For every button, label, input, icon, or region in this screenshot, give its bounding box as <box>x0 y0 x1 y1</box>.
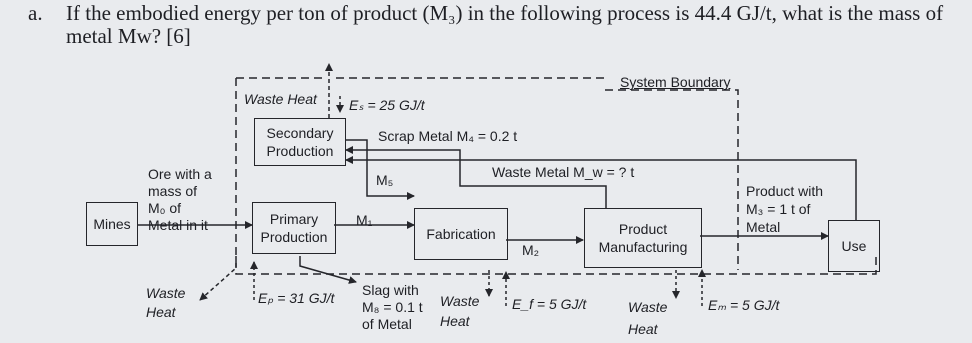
product-with-line-1: Product with <box>746 183 824 199</box>
slag-line-1: Slag with <box>362 282 419 298</box>
waste-metal-label: Waste Metal M_w = ? t <box>492 164 635 180</box>
waste-heat-fab-line-1: Waste <box>440 293 480 309</box>
primary-production-label: Primary Production <box>260 211 328 245</box>
waste-heat-fab-line-2: Heat <box>440 313 470 329</box>
ore-line-1: Ore with a <box>148 166 212 182</box>
waste-heat-left-line-1: Waste <box>146 285 186 301</box>
waste-heat-fab-label <box>440 291 479 331</box>
ore-label <box>148 166 212 234</box>
waste-heat-top-label: Waste Heat <box>244 91 317 107</box>
waste-heat-left-line-2: Heat <box>146 304 176 320</box>
product-manufacturing-box <box>584 208 702 268</box>
product-with-label <box>746 182 823 236</box>
fabrication-label: Fabrication <box>426 226 496 242</box>
use-box <box>828 220 880 272</box>
mines-label: Mines <box>93 216 131 232</box>
product-with-line-2: M₃ = 1 t of <box>746 201 811 217</box>
ep-label: Eₚ = 31 GJ/t <box>258 290 335 306</box>
question-text: If the embodied energy per ton of product (M₃) in the following process is 44.4 GJ/t, what is the mass of metal Mw? [6] <box>66 1 944 48</box>
slag-line-3: of Metal <box>362 316 412 332</box>
m5-label: M₅ <box>376 172 394 188</box>
ore-line-3: M₀ of <box>148 200 182 216</box>
slag-line-2: M₈ = 0.1 t <box>362 299 423 315</box>
slag-label <box>362 282 423 333</box>
primary-production-box <box>252 202 336 254</box>
mines-box <box>86 202 138 246</box>
waste-heat-mfg-line-1: Waste <box>628 299 668 315</box>
scrap-metal-label: Scrap Metal M₄ = 0.2 t <box>378 128 518 144</box>
m1-label: M₁ <box>356 212 373 228</box>
product-manufacturing-label: Product Manufacturing <box>598 221 688 255</box>
es-label: Eₛ = 25 GJ/t <box>349 97 425 113</box>
secondary-production-label: Secondary Production <box>266 125 334 159</box>
use-label: Use <box>841 238 867 254</box>
ore-line-2: mass of <box>148 183 198 199</box>
m2-label: M₂ <box>522 242 540 258</box>
question-label: a. <box>28 1 43 25</box>
fabrication-box <box>414 208 508 260</box>
secondary-production-box <box>254 118 346 166</box>
waste-heat-mfg-line-2: Heat <box>628 321 658 337</box>
product-with-line-3: Metal <box>746 219 781 235</box>
system-boundary-label: System Boundary <box>620 74 731 90</box>
waste-heat-left-label <box>146 284 185 322</box>
ore-line-4: Metal in it <box>148 217 208 233</box>
em-label: Eₘ = 5 GJ/t <box>708 297 780 313</box>
waste-heat-mfg-label <box>628 296 667 340</box>
ef-label: E_f = 5 GJ/t <box>512 296 587 312</box>
